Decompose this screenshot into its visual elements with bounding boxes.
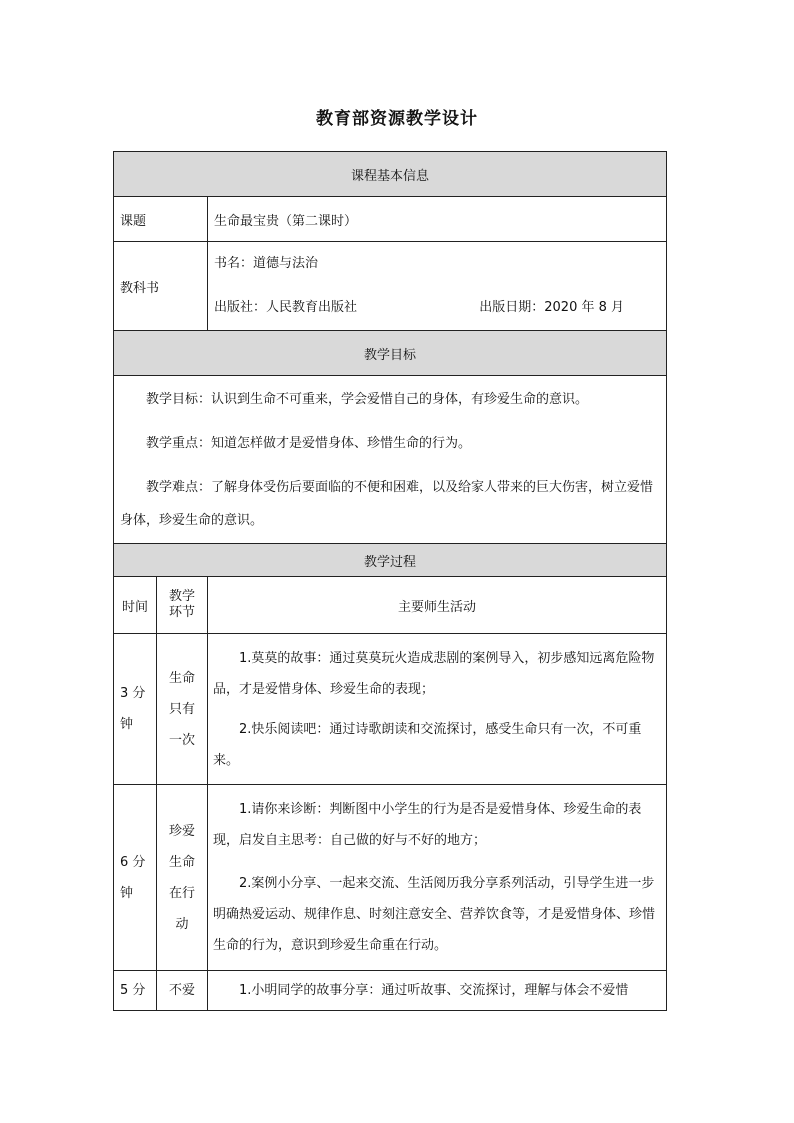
activity-item: 1.请你来诊断：判断图中小学生的行为是否是爱惜身体、珍爱生命的表现，启发自主思考：自己做的好与不好的地方； bbox=[213, 802, 642, 848]
topic-value: 生命最宝贵（第二课时） bbox=[208, 197, 667, 242]
table-row-section bbox=[157, 785, 208, 971]
col-section-header bbox=[157, 577, 208, 634]
teaching-key-point: 教学重点：知道怎样做才是爱惜身体、珍惜生命的行为。 bbox=[146, 435, 472, 451]
time-line: 6 分 bbox=[120, 854, 146, 870]
table-row-time bbox=[114, 971, 157, 1011]
activity-item: 2.案例小分享、一起来交流、生活阅历我分享系列活动，引导学生进一步明确热爱运动、规律作息、时刻注意安全、营养饮食等，才是爱惜身体、珍惜生命的行为，意识到珍爱生命重在行动。 bbox=[213, 876, 656, 953]
section-line: 珍爱 bbox=[168, 823, 195, 839]
time-line: 5 分 bbox=[120, 983, 146, 998]
table-row-activity bbox=[208, 971, 667, 1011]
lesson-plan-table bbox=[113, 151, 667, 1011]
col-time-header: 时间 bbox=[114, 577, 157, 634]
textbook-details bbox=[208, 242, 667, 331]
objectives-header: 教学目标 bbox=[114, 331, 667, 376]
table-row-activity bbox=[208, 785, 667, 971]
section-line: 生命 bbox=[168, 670, 195, 686]
col-section-line2: 环节 bbox=[168, 605, 195, 620]
section-line: 只有 bbox=[168, 701, 195, 717]
section-line: 生命 bbox=[168, 854, 195, 870]
teaching-goal: 教学目标：认识到生命不可重来，学会爱惜自己的身体，有珍爱生命的意识。 bbox=[146, 391, 589, 407]
activity-item: 2.快乐阅读吧：通过诗歌朗读和交流探讨，感受生命只有一次，不可重来。 bbox=[213, 721, 642, 768]
activity-item: 1.小明同学的故事分享：通过听故事、交流探讨，理解与体会不爱惜 bbox=[239, 983, 629, 998]
col-activity-header: 主要师生活动 bbox=[208, 577, 667, 634]
table-row-section bbox=[157, 971, 208, 1011]
col-section-line1: 教学 bbox=[168, 589, 195, 604]
section-line: 在行 bbox=[168, 885, 195, 901]
time-line: 钟 bbox=[120, 717, 134, 732]
document-title: 教育部资源教学设计 bbox=[316, 109, 478, 129]
book-name: 书名：道德与法治 bbox=[214, 256, 319, 271]
section-line: 动 bbox=[175, 916, 189, 932]
publish-date: 出版日期：2020 年 8 月 bbox=[479, 300, 625, 315]
objectives-content bbox=[114, 376, 667, 544]
topic-label: 课题 bbox=[114, 197, 208, 242]
table-row-time bbox=[114, 634, 157, 785]
section-line: 一次 bbox=[168, 732, 195, 748]
table-row-section bbox=[157, 634, 208, 785]
table-row-time bbox=[114, 785, 157, 971]
course-info-header: 课程基本信息 bbox=[114, 152, 667, 197]
time-line: 3 分 bbox=[120, 686, 146, 701]
section-line: 不爱 bbox=[168, 983, 195, 998]
textbook-label: 教科书 bbox=[114, 242, 208, 331]
publisher: 出版社：人民教育出版社 bbox=[214, 300, 358, 315]
time-line: 钟 bbox=[120, 885, 134, 901]
process-header: 教学过程 bbox=[114, 544, 667, 577]
table-row-activity bbox=[208, 634, 667, 785]
teaching-difficulty: 教学难点：了解身体受伤后要面临的不便和困难，以及给家人带来的巨大伤害，树立爱惜身体，珍爱生命的意识。 bbox=[120, 479, 654, 528]
activity-item: 1.莫莫的故事：通过莫莫玩火造成悲剧的案例导入，初步感知远离危险物品，才是爱惜身体、珍爱生命的表现； bbox=[213, 650, 655, 697]
